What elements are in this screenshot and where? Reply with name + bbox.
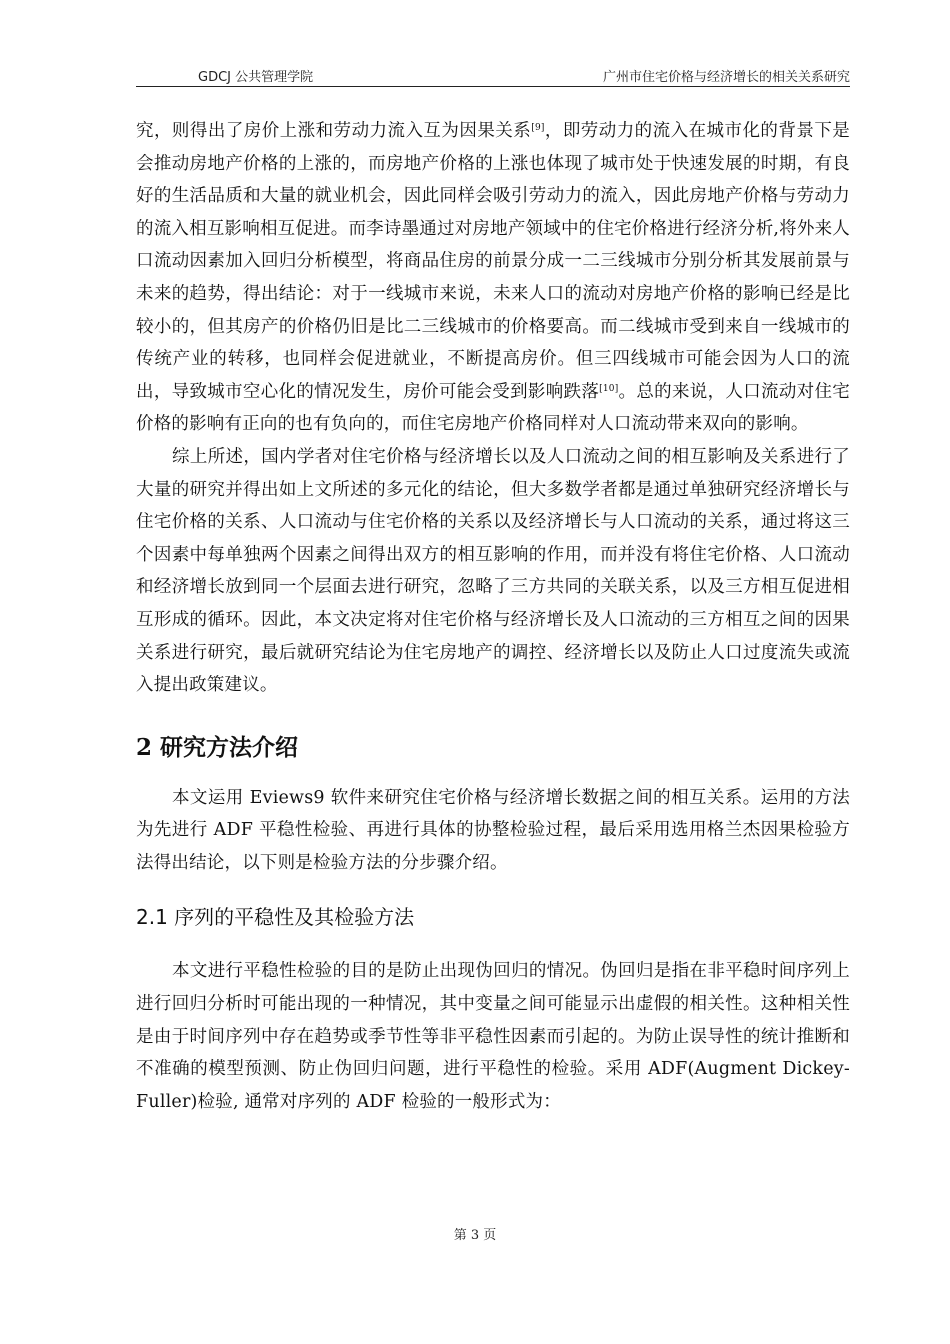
page-header bbox=[136, 66, 850, 86]
paragraph-literature-migration bbox=[136, 115, 850, 441]
citation-ref: [10] bbox=[599, 383, 619, 394]
paragraph-methods-intro: 本文运用 Eviews9 软件来研究住宅价格与经济增长数据之间的相互关系。运用的方法为先进行 ADF 平稳性检验、再进行具体的协整检验过程，最后采用选用格兰杰因果检验方法得出结论，以下则是检验方法的分步骤介绍。 bbox=[136, 787, 850, 873]
page-number: 第 3 页 bbox=[453, 1228, 497, 1243]
paragraph-summary: 综上所述，国内学者对住宅价格与经济增长以及人口流动之间的相互影响及关系进行了大量的研究并得出如上文所述的多元化的结论，但大多数学者都是通过单独研究经济增长与住宅价格的关系、人口流动与住宅价格的关系以及经济增长与人口流动的关系，通过将这三个因素中每单独两个因素之间得出双方的相互影响的作用，而并没有将住宅价格、人口流动和经济增长放到同一个层面去进行研究，忽略了三方共同的关联关系，以及三方相互促进相互形成的循环。因此，本文决定将对住宅价格与经济增长及人口流动的三方相互之间的因果关系进行研究，最后就研究结论为住宅房地产的调控、经济增长以及防止人口过度流失或流入提出政策建议。 bbox=[136, 446, 850, 696]
header-rule bbox=[136, 86, 850, 87]
subsection-heading: 2.1 序列的平稳性及其检验方法 bbox=[136, 905, 415, 930]
section-heading: 2 研究方法介绍 bbox=[136, 733, 299, 761]
page-body bbox=[136, 115, 850, 1118]
header-institution: GDCJ 公共管理学院 bbox=[198, 70, 314, 85]
paragraph-text: 究，则得出了房价上涨和劳动力流入互为因果关系 bbox=[136, 121, 532, 141]
citation-ref: [9] bbox=[531, 123, 545, 133]
paragraph-text: 。总的来说，人口流动对住宅价格的影响有正向的也有负向的，而住宅房地产价格同样对人口流动带来双向的影响。 bbox=[136, 381, 850, 435]
paragraph-stationarity: 本文进行平稳性检验的目的是防止出现伪回归的情况。伪回归是指在非平稳时间序列上进行回归分析时可能出现的一种情况，其中变量之间可能显示出虚假的相关性。这种相关性是由于时间序列中存在趋势或季节性等非平稳性因素而引起的。为防止误导性的统计推断和不准确的模型预测、防止伪回归问题，进行平稳性的检验。采用 ADF(Augment Dickey-Fuller)检验, 通常对序列的 ADF 检验的一般形式为： bbox=[136, 961, 850, 1112]
paragraph-text: ，即劳动力的流入在城市化的背景下是会推动房地产价格的上涨的，而房地产价格的上涨也体现了城市处于快速发展的时期，有良好的生活品质和大量的就业机会，因此同样会吸引劳动力的流入，因此房地产价格与劳动力的流入相互影响相互促进。而李诗墨通过对房地产领域中的住宅价格进行经济分析,将外来人口流动因素加入回归分析模型，将商品住房的前景分成一二三线城市分别分析其发展前景与未来的趋势，得出结论：对于一线城市来说，未来人口的流动对房地产价格的影响已经是比较小的，但其房产的价格仍旧是比二三线城市的价格要高。而二线城市受到来自一线城市的传统产业的转移，也同样会促进就业，不断提高房价。但三四线城市可能会因为人口的流出，导致城市空心化的情况发生，房价可能会受到影响跌落 bbox=[136, 121, 850, 402]
header-paper-title: 广州市住宅价格与经济增长的相关关系研究 bbox=[602, 70, 850, 85]
